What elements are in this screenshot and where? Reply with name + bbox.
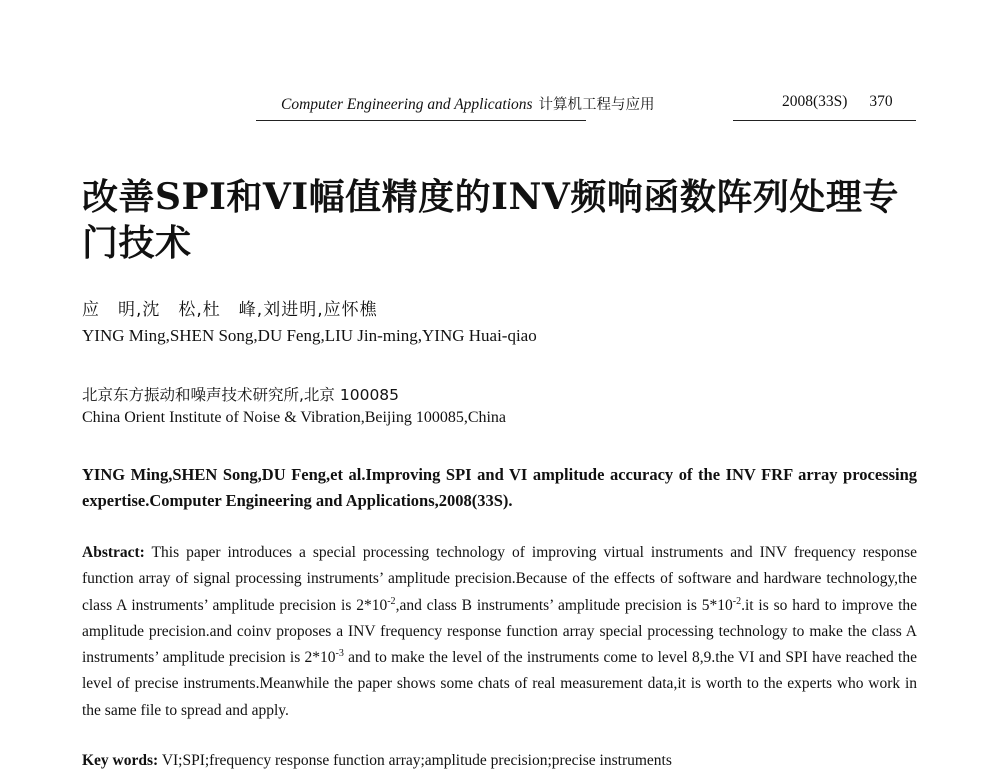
exponent-3: -3 [335, 648, 344, 660]
running-header-journal [281, 93, 654, 117]
page-number: 370 [869, 93, 893, 110]
keywords-label: Key words: [82, 752, 159, 769]
abstract-text-1: This paper introduces a special processing technology of improving virtual instruments and INV frequency response function array of signal processing instruments’ amplitude precision.Because of the effects of software and hardware technology,the class A instruments’ amplitude precision is 2*10 [82, 544, 917, 614]
affiliation-english: China Orient Institute of Noise & Vibration,Beijing 100085,China [82, 409, 507, 426]
journal-name-cn: 计算机工程与应用 [538, 97, 655, 113]
exponent-2: -2 [732, 595, 742, 607]
exponent-1: -2 [387, 595, 396, 607]
keywords [82, 748, 917, 774]
running-header-issue [782, 93, 893, 117]
authors-chinese: 应 明,沈 松,杜 峰,刘进明,应怀樵 [82, 300, 378, 320]
paper-title: 改善SPI和VI幅值精度的INV频响函数阵列处理专门技术 [82, 176, 899, 264]
abstract-text-2: ,and class B instruments’ amplitude precision is 5*10 [395, 596, 733, 614]
header-rule-left [256, 120, 586, 121]
journal-name-en: Computer Engineering and Applications [281, 96, 533, 113]
issue-label: 2008(33S) [782, 93, 848, 110]
header-rule-right [733, 120, 916, 121]
abstract-text-3: .it is so hard to improve the amplitude precision.and coinv proposes a INV frequency response function array special processing technology to make the class A instruments’ amplitude precision is 2*10 [82, 596, 918, 667]
abstract [82, 540, 917, 724]
citation-line: YING Ming,SHEN Song,DU Feng,et al.Improving SPI and VI amplitude accuracy of the INV FRF array processing expertise.Computer Engineering and Applications,2008(33S). [82, 465, 917, 510]
keywords-text: VI;SPI;frequency response function array;amplitude precision;precise instruments [161, 752, 672, 769]
abstract-label: Abstract: [82, 544, 145, 561]
affiliation-chinese: 北京东方振动和噪声技术研究所,北京 100085 [82, 386, 400, 404]
authors-english: YING Ming,SHEN Song,DU Feng,LIU Jin-ming,YING Huai-qiao [82, 326, 537, 345]
abstract-text-4: and to make the level of the instruments come to level 8,9.the VI and SPI have reached the level of precise instruments.Meanwhile the paper shows some chats of real measurement data,it is worth to the experts who work in the same file to spread and apply. [82, 649, 917, 719]
